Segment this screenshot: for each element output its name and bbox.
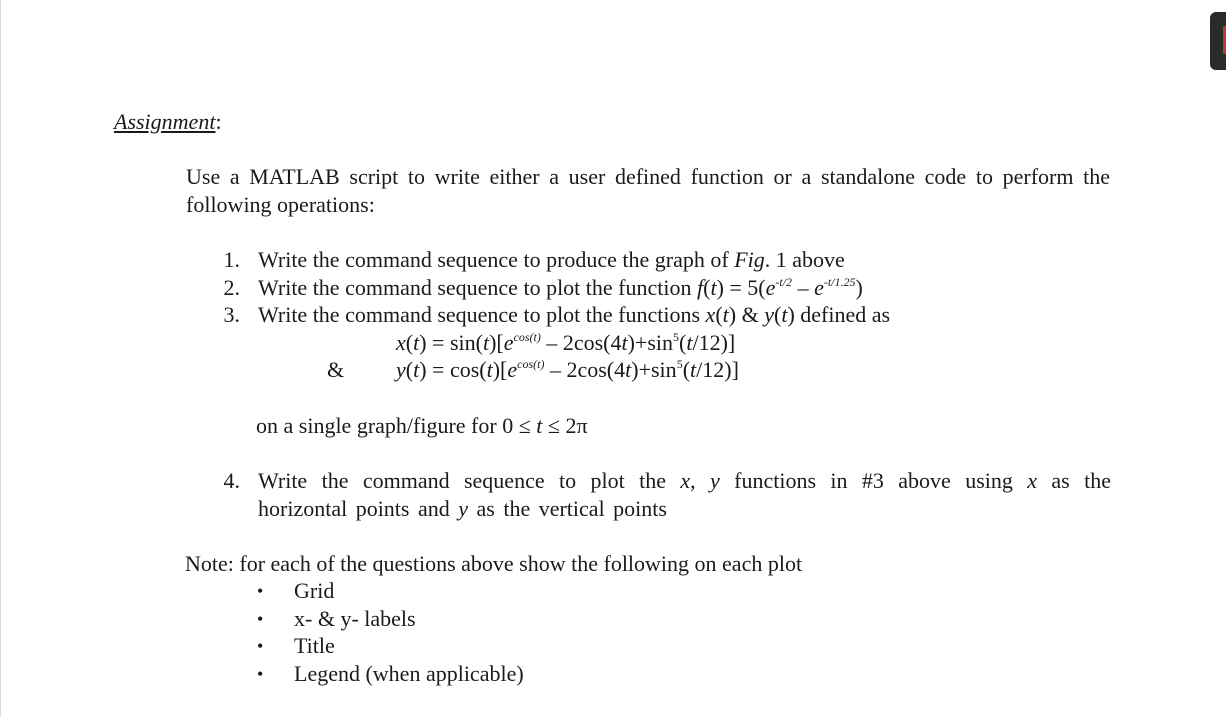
item-text-2: Write the command sequence to plot the function $f(t) = 5(e^{-t/2} - e^{-t/1.25})$ bbox=[258, 275, 863, 300]
item-text-3: Write the command sequence to plot the functions x(t) & y(t) defined as bbox=[258, 302, 891, 327]
bullet-marker: • bbox=[257, 581, 264, 601]
assignment-heading-label: Assignment bbox=[114, 109, 216, 134]
item-number-1: 1. bbox=[223, 247, 240, 272]
item-text-1: Write the command sequence to produce the graph of Fig. 1 above bbox=[258, 247, 845, 272]
assignment-heading: Assignment: bbox=[114, 109, 222, 134]
bullet-marker: • bbox=[257, 664, 264, 684]
item-text-4: Write the command sequence to plot the x, y functions in #3 above using x as the horizontal points and y as the vertical points bbox=[258, 468, 1111, 521]
item-number-2: 2. bbox=[223, 275, 240, 300]
y-equation: $y(t) = \cos(t)[e^{cos(t)} - 2\cos(4t)+\sin^5(t/12)]$ bbox=[396, 357, 739, 382]
x-equation: $x(t) = \sin(t)[e^{cos(t)} - 2\cos(4t)+\sin^5(t/12)]$ bbox=[396, 330, 736, 355]
equation-ampersand: & bbox=[327, 357, 345, 382]
bullet-item-legend: Legend (when applicable) bbox=[294, 661, 524, 686]
bullet-marker: • bbox=[257, 609, 264, 629]
range-line: on a single graph/figure for 0 ≤ t ≤ 2π bbox=[256, 413, 588, 438]
bullet-marker: • bbox=[257, 636, 264, 656]
item-number-3: 3. bbox=[223, 302, 240, 327]
bullet-item-grid: Grid bbox=[294, 578, 335, 603]
note-text: Note: for each of the questions above show the following on each plot bbox=[185, 551, 803, 576]
scrollbar-thumb[interactable] bbox=[1210, 12, 1226, 70]
bullet-item-labels: x- & y- labels bbox=[294, 606, 416, 631]
intro-paragraph: Use a MATLAB script to write either a user defined function or a standalone code to perform the following operations: bbox=[186, 164, 1110, 217]
item-number-4: 4. bbox=[223, 468, 240, 493]
bullet-item-title: Title bbox=[294, 633, 335, 658]
